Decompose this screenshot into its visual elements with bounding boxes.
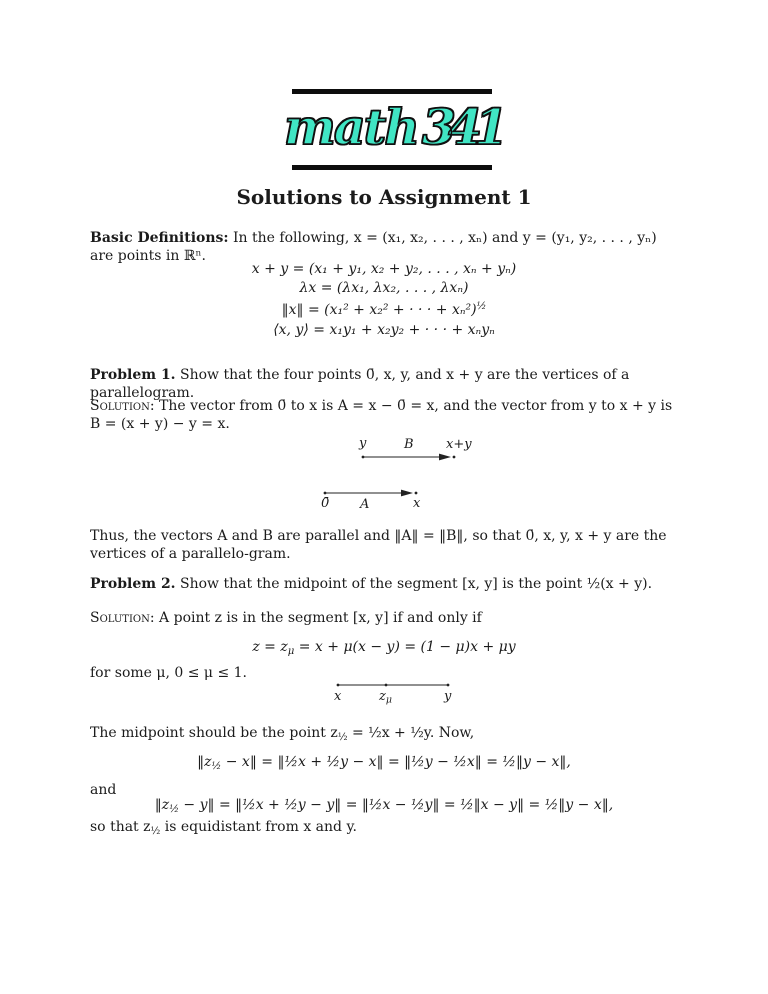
solution2-label: Solution: xyxy=(90,610,155,626)
mu-range-paragraph: for some μ, 0 ≤ μ ≤ 1. xyxy=(90,665,248,681)
equation-z-mu-sub: μ xyxy=(287,645,295,657)
solution1-label: Solution: xyxy=(90,398,155,414)
segment-y-dot xyxy=(447,684,450,687)
segment-figure-canvas xyxy=(330,676,460,708)
solution2-paragraph xyxy=(90,609,680,627)
equation-z-mu xyxy=(0,639,768,657)
and-connector: and xyxy=(90,782,117,798)
figure2-label-z-mu xyxy=(379,689,392,706)
equation-norm-main: ‖x‖ = (x₁² + x₂² + · · · + xₙ²) xyxy=(281,302,477,319)
logo-number: 341 xyxy=(421,98,501,156)
equation-norm xyxy=(0,301,768,318)
equation-distance-from-x-pre: ‖z xyxy=(197,754,212,770)
equation-distance-from-y-sub: ½ xyxy=(169,803,179,815)
solution2-text: A point z is in the segment [x, y] if and only if xyxy=(154,610,482,626)
page-title: Solutions to Assignment 1 xyxy=(236,185,532,209)
midpoint-paragraph xyxy=(90,724,680,747)
figure1-label-x: x xyxy=(413,496,421,511)
math341-logo xyxy=(284,86,500,174)
figure2-label-z-base: z xyxy=(379,689,386,704)
vector-B-arrowhead xyxy=(439,454,451,461)
midpoint-paragraph-sub: ½ xyxy=(337,731,348,743)
figure1-label-A: A xyxy=(360,497,370,512)
segment-z-dot xyxy=(385,684,388,687)
problem2-label: Problem 2. xyxy=(90,576,176,592)
figure2-label-x: x xyxy=(334,689,342,704)
parallelogram-figure xyxy=(318,436,483,514)
logo-word: math xyxy=(284,98,418,156)
point-x-dot xyxy=(415,492,418,495)
midpoint-paragraph-pre: The midpoint should be the point z xyxy=(90,725,338,741)
equation-distance-from-x-post: − x‖ = ‖½x + ½y − x‖ = ‖½y − ½x‖ = ½‖y − x‖, xyxy=(221,754,571,770)
equation-norm-exponent: ½ xyxy=(476,301,487,312)
solution1-text: The vector from 0̄ to x is A = x − 0̄ = x, and the vector from y to x + y is B = (x + y) − y = x. xyxy=(90,398,673,432)
basic-definitions-text: In the following, x = (x₁, x₂, . . . , xₙ) and y = (y₁, y₂, . . . , yₙ) are points in ℝⁿ. xyxy=(90,230,657,264)
figure1-label-y: y xyxy=(359,436,367,451)
problem2-paragraph xyxy=(90,575,680,593)
figure1-label-zero: 0̄ xyxy=(321,496,330,511)
logo-bottom-rule xyxy=(292,165,492,170)
logo-text xyxy=(284,92,500,162)
vector-A-arrowhead xyxy=(401,490,413,497)
equation-vector-sum: x + y = (x₁ + y₁, x₂ + y₂, . . . , xₙ + yₙ) xyxy=(251,261,517,277)
equation-scalar-multiple: λx = (λx₁, λx₂, . . . , λxₙ) xyxy=(299,280,469,296)
solution1-paragraph xyxy=(90,397,680,433)
closing-paragraph-post: is equidistant from x and y. xyxy=(160,819,357,835)
problem2-text: Show that the midpoint of the segment [x, y] is the point ½(x + y). xyxy=(175,576,653,592)
figure2-label-z-sub: μ xyxy=(385,694,392,706)
closing-paragraph-sub: ½ xyxy=(150,825,161,837)
basic-definitions-label: Basic Definitions: xyxy=(90,230,229,246)
midpoint-paragraph-post: = ½x + ½y. Now, xyxy=(347,725,475,741)
problem1-label: Problem 1. xyxy=(90,367,176,383)
equation-distance-from-x xyxy=(0,754,768,772)
closing-paragraph xyxy=(90,818,680,841)
figure1-label-x-plus-y: x+y xyxy=(446,437,472,452)
problem1-text: Show that the four points 0̄, x, y, and x + y are the vertices of a parallelogram. xyxy=(90,367,630,401)
equation-z-mu-pre: z = z xyxy=(252,639,288,655)
equation-distance-from-y xyxy=(0,797,768,815)
figure1-label-B: B xyxy=(404,437,414,452)
figure2-label-y: y xyxy=(444,689,452,704)
equation-inner-product: ⟨x, y⟩ = x₁y₁ + x₂y₂ + · · · + xₙyₙ xyxy=(273,322,495,338)
closing-paragraph-pre: so that z xyxy=(90,819,151,835)
basic-definitions-paragraph xyxy=(90,229,680,265)
equation-z-mu-post: = x + μ(x − y) = (1 − μ)x + μy xyxy=(294,639,516,655)
equation-distance-from-y-pre: ‖z xyxy=(154,797,170,813)
segment-figure xyxy=(330,676,460,708)
equation-distance-from-x-sub: ½ xyxy=(211,760,222,772)
segment-x-dot xyxy=(337,684,340,687)
thus-paragraph: Thus, the vectors A and B are parallel and ‖A‖ = ‖B‖, so that 0̄, x, y, x + y are the vertices of a parallelo-gram. xyxy=(90,528,667,562)
equation-distance-from-y-post: − y‖ = ‖½x + ½y − y‖ = ‖½x − ½y‖ = ½‖x − y‖ = ½‖y − x‖, xyxy=(178,797,614,813)
point-x-plus-y-dot xyxy=(453,456,456,459)
